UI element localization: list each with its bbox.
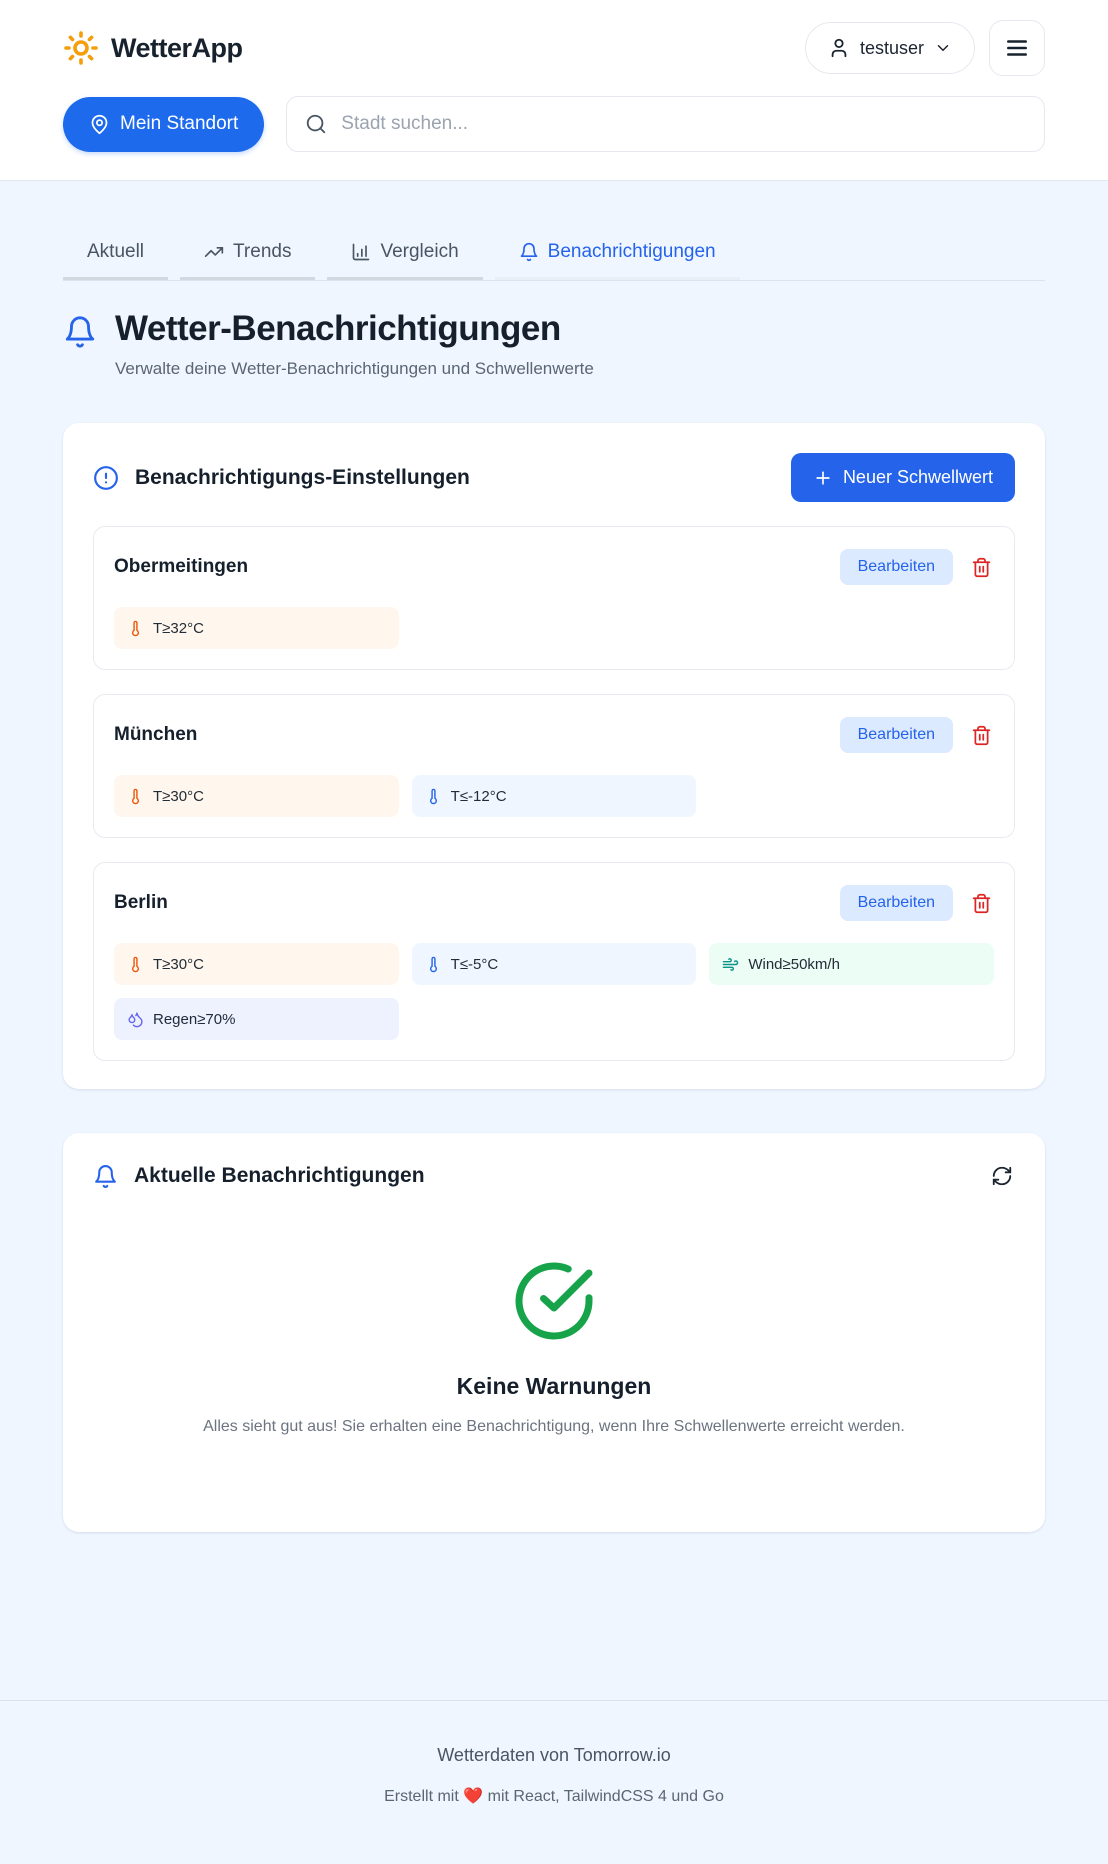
threshold-chip	[709, 943, 994, 985]
threshold-label: Regen≥70%	[153, 1010, 236, 1028]
threshold-label: T≥30°C	[153, 955, 204, 973]
check-circle-icon	[512, 1259, 596, 1343]
app-logo	[63, 30, 243, 66]
city-search	[286, 96, 1045, 152]
threshold-chip	[114, 775, 399, 817]
search-icon	[305, 113, 327, 135]
tab-aktuell[interactable]	[63, 229, 168, 280]
sun-icon	[63, 30, 99, 66]
location-name: Obermeitingen	[114, 556, 249, 577]
tab-trends[interactable]	[180, 229, 315, 280]
tab-label: Trends	[233, 241, 292, 262]
map-pin-icon	[89, 114, 110, 135]
trash-icon	[971, 557, 992, 578]
refresh-icon	[991, 1165, 1013, 1187]
threshold-label: T≤-12°C	[450, 787, 507, 805]
thermometer-hot-icon	[127, 956, 144, 973]
bell-icon	[63, 315, 97, 349]
main-content	[0, 181, 1108, 1700]
tab-label: Benachrichtigungen	[547, 241, 716, 262]
plus-icon	[813, 468, 833, 488]
my-location-button[interactable]	[63, 97, 264, 152]
settings-card-title: Benachrichtigungs-Einstellungen	[135, 465, 470, 489]
thermometer-cold-icon	[425, 956, 442, 973]
edit-button[interactable]: Bearbeiten	[840, 885, 953, 921]
refresh-button[interactable]	[989, 1163, 1015, 1189]
username-label: testuser	[859, 37, 924, 58]
trash-icon	[971, 893, 992, 914]
droplets-icon	[127, 1011, 144, 1028]
threshold-label: T≥32°C	[153, 619, 204, 637]
search-input[interactable]	[341, 113, 1026, 135]
threshold-chip	[412, 775, 697, 817]
heart-icon: ❤️	[463, 1788, 484, 1805]
user-menu-button[interactable]	[805, 22, 975, 74]
bell-icon	[519, 242, 539, 262]
tab-label: Aktuell	[87, 241, 145, 262]
no-warnings-title: Keine Warnungen	[456, 1373, 652, 1399]
threshold-settings-card	[63, 423, 1045, 1089]
app-header	[0, 0, 1108, 181]
edit-button[interactable]: Bearbeiten	[840, 717, 953, 753]
location-card-berlin	[93, 862, 1015, 1061]
threshold-label: T≥30°C	[153, 787, 204, 805]
location-card-muenchen	[93, 694, 1015, 838]
threshold-chip	[114, 943, 399, 985]
trash-icon	[971, 725, 992, 746]
threshold-label: T≤-5°C	[450, 955, 499, 973]
delete-button[interactable]	[969, 555, 994, 580]
page-footer	[0, 1700, 1108, 1864]
threshold-chip	[114, 607, 399, 649]
tab-benachrichtigungen[interactable]	[495, 229, 740, 280]
page-title: Wetter-Benachrichtigungen	[115, 309, 561, 348]
alert-circle-icon	[93, 465, 119, 491]
menu-icon	[1004, 35, 1030, 61]
user-icon	[828, 37, 850, 59]
page-subtitle: Verwalte deine Wetter-Benachrichtigungen und Schwellenwerte	[115, 359, 594, 378]
wind-icon	[722, 956, 739, 973]
edit-button[interactable]: Bearbeiten	[840, 549, 953, 585]
trending-up-icon	[204, 242, 224, 262]
app-title: WetterApp	[111, 32, 243, 63]
tab-vergleich[interactable]	[327, 229, 482, 280]
location-card-obermeitingen	[93, 526, 1015, 670]
location-name: München	[114, 724, 198, 745]
hamburger-menu-button[interactable]	[989, 20, 1045, 76]
delete-button[interactable]	[969, 891, 994, 916]
threshold-chip	[412, 943, 697, 985]
chevron-down-icon	[934, 39, 952, 57]
footer-credits-prefix: Erstellt mit	[384, 1788, 459, 1805]
bar-chart-icon	[351, 242, 371, 262]
footer-credits-suffix: mit React, TailwindCSS 4 und Go	[487, 1788, 724, 1805]
threshold-chip	[114, 998, 399, 1040]
new-threshold-label: Neuer Schwellwert	[842, 467, 993, 487]
delete-button[interactable]	[969, 723, 994, 748]
threshold-label: Wind≥50km/h	[748, 955, 840, 973]
footer-attribution: Wetterdaten von Tomorrow.io	[437, 1745, 671, 1765]
tab-label: Vergleich	[380, 241, 459, 262]
bell-icon	[93, 1164, 118, 1189]
footer-credits	[0, 1786, 1108, 1806]
alerts-card-title: Aktuelle Benachrichtigungen	[134, 1164, 425, 1187]
location-name: Berlin	[114, 892, 168, 913]
thermometer-cold-icon	[425, 788, 442, 805]
current-alerts-card	[63, 1133, 1045, 1532]
tab-bar	[63, 229, 1045, 281]
thermometer-hot-icon	[127, 620, 144, 637]
no-warnings-message: Alles sieht gut aus! Sie erhalten eine Benachrichtigung, wenn Ihre Schwellenwerte erreicht werden.	[203, 1418, 905, 1435]
my-location-label: Mein Standort	[120, 113, 239, 134]
thermometer-hot-icon	[127, 788, 144, 805]
new-threshold-button[interactable]	[791, 453, 1015, 502]
